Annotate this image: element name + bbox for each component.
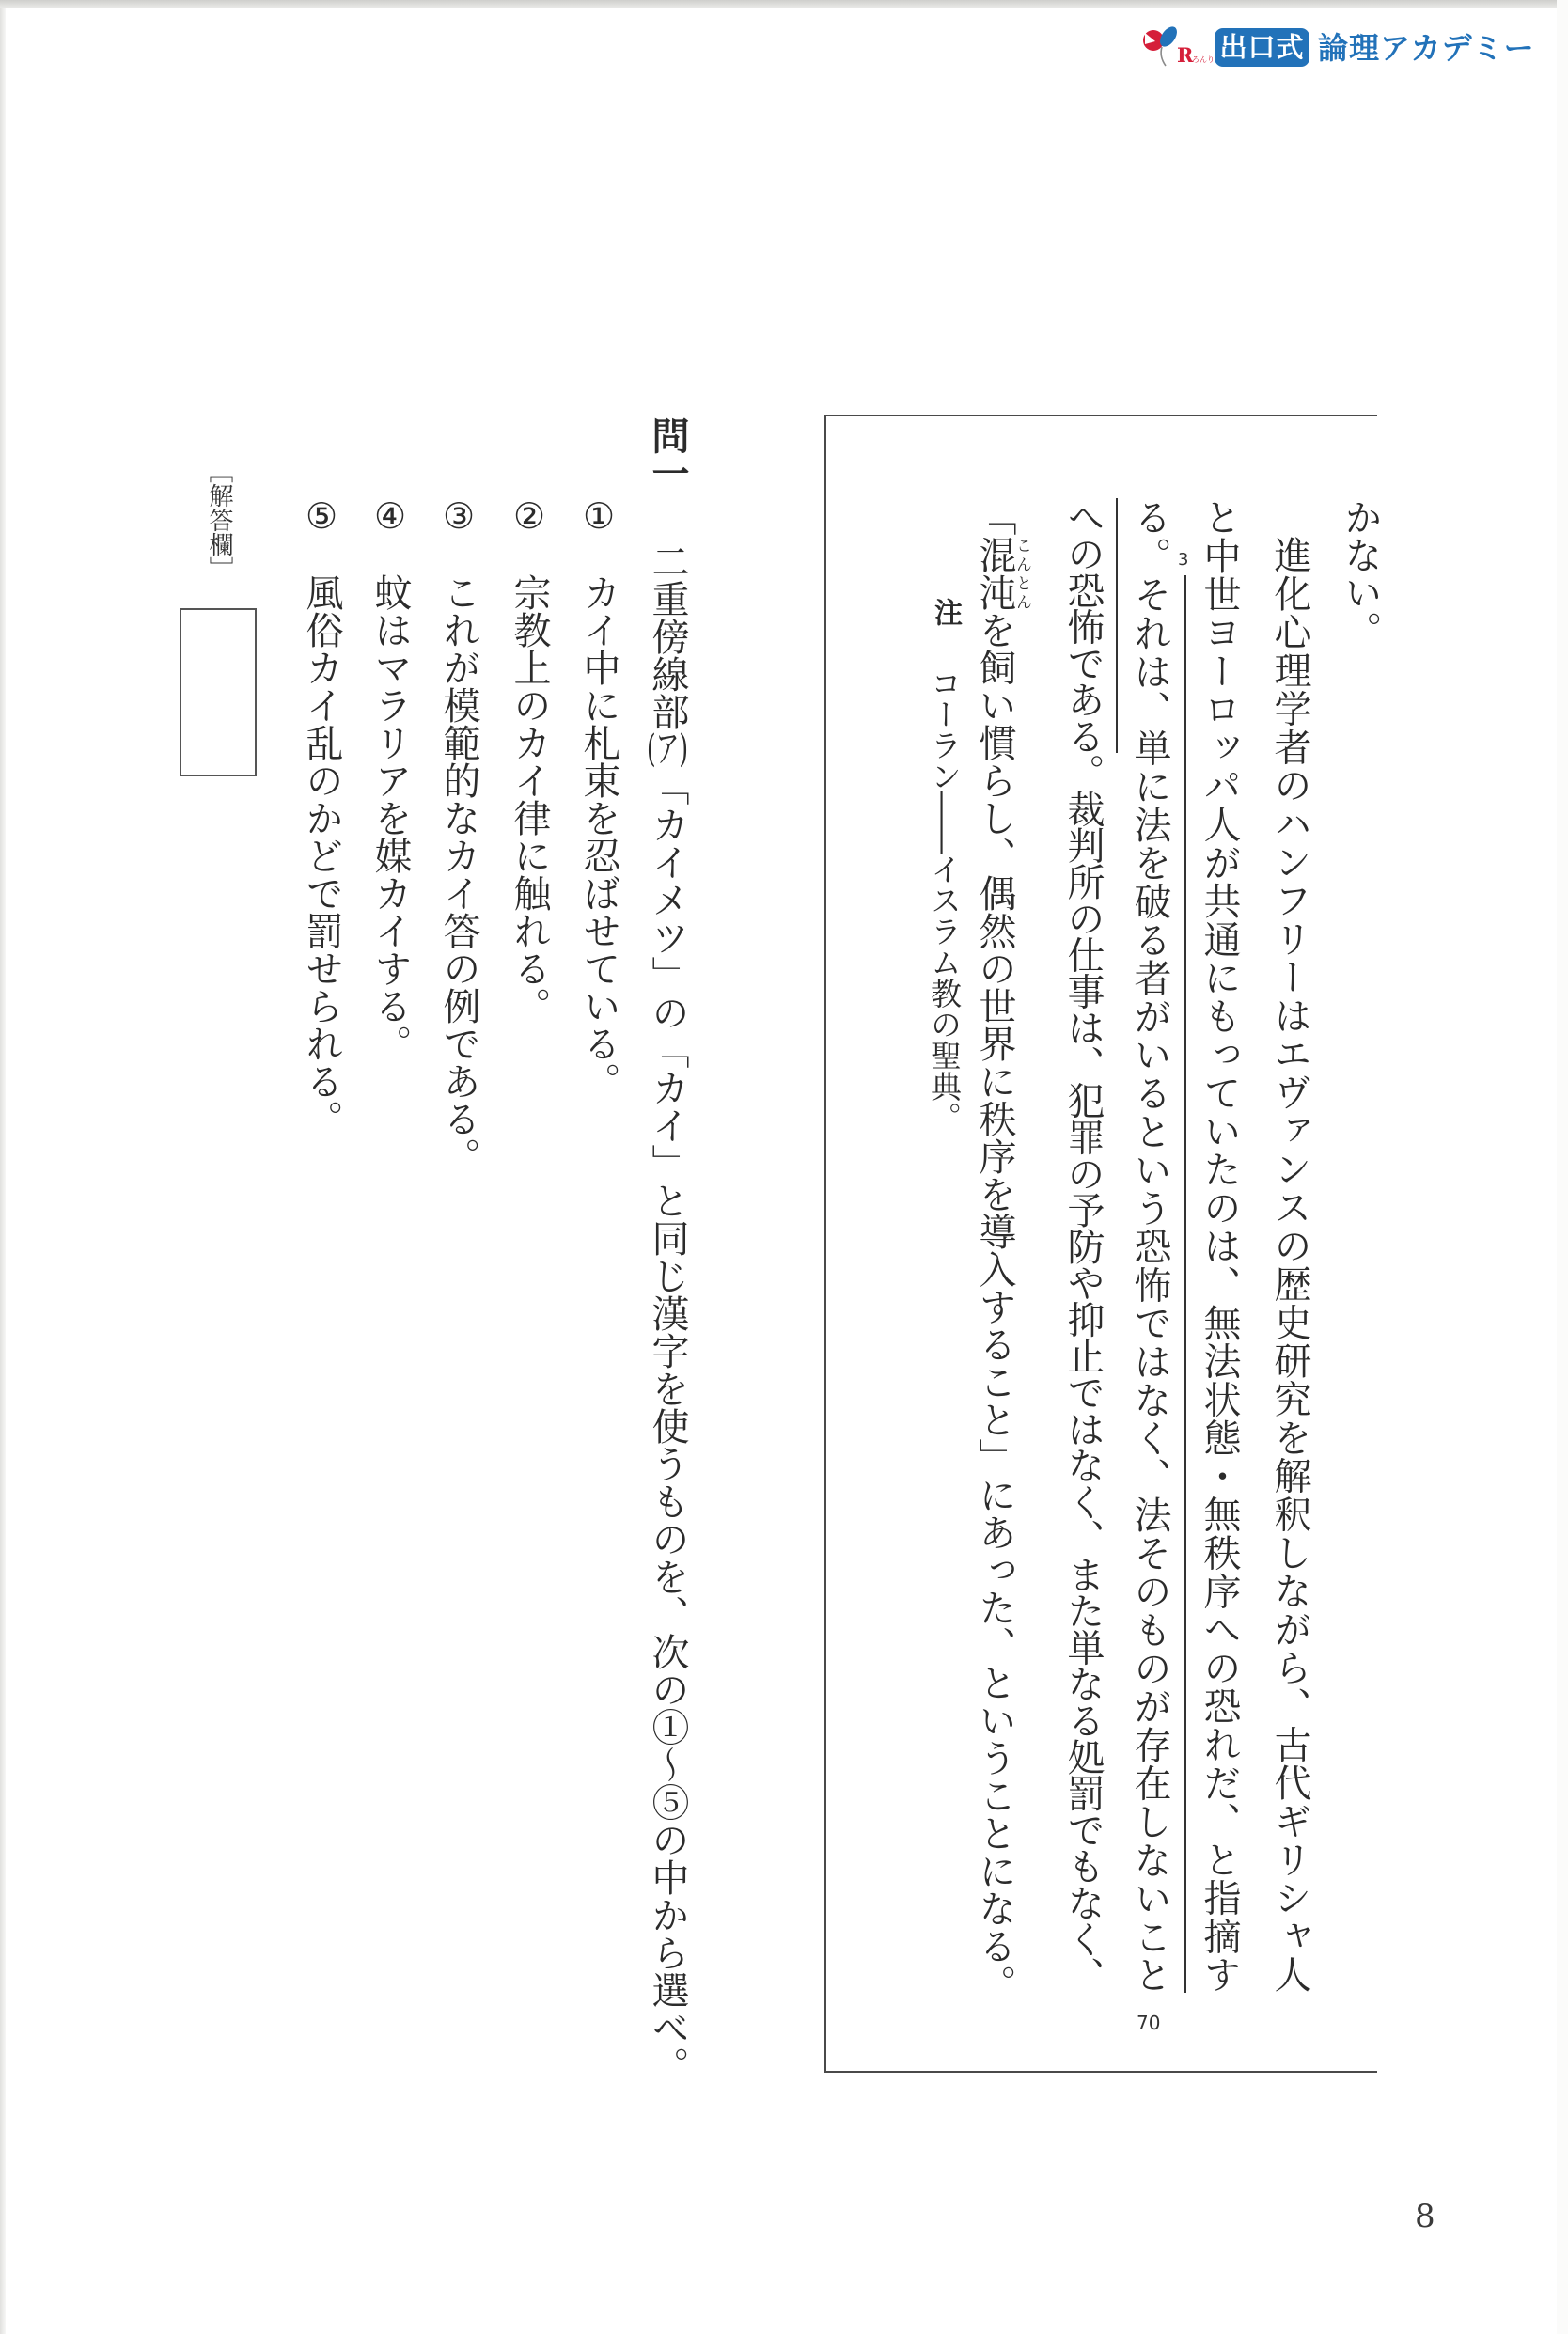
choice-number-3: ③ — [438, 495, 479, 537]
choice-number-4: ④ — [369, 495, 411, 537]
answer-box[interactable] — [180, 608, 257, 776]
sideline-3-text-cont: への恐怖である — [1061, 498, 1118, 753]
scan-edge-right — [1557, 0, 1568, 2334]
passage-text: を飼い慣らし、偶然の世界に秩序を導入すること」にあった、ということになる。 — [973, 611, 1016, 2002]
scan-edge-left — [0, 8, 6, 2334]
passage-line — [973, 498, 1031, 2002]
choice-text-2: 宗教上のカイ律に触れる。 — [508, 573, 551, 1025]
ruby-konton — [973, 536, 1031, 611]
ruby-base: 混沌 — [973, 536, 1016, 611]
passage-line — [1128, 498, 1171, 1994]
passage-line: 進化心理学者のハンフリーはエヴァンスの歴史研究を解釈しながら、古代ギリシャ人 — [1268, 536, 1311, 1993]
page-number: 8 — [1415, 2198, 1435, 2235]
question-text — [646, 542, 689, 2084]
choice-number-1: ① — [578, 495, 619, 537]
note-text: コーラン――イスラム教の聖典。 — [926, 667, 963, 1133]
brand-badge: 出口式 — [1215, 28, 1309, 67]
brand-logo — [1141, 24, 1536, 71]
passage-text: る。 — [1128, 498, 1171, 575]
choice-text-1: カイ中に札束を忍ばせている。 — [577, 573, 620, 1100]
brand-small-text: ろんり — [1192, 55, 1215, 64]
passage-line: と中世ヨーロッパ人が共通にもっていたのは、無法状態・無秩序への恐れだ、と指摘す — [1198, 498, 1241, 1993]
question-rest: 「カイメツ」の「カイ」と同じ漢字を使うものを、次の①〜⑤の中から選べ。 — [646, 768, 689, 2084]
question-marker: (ア) — [647, 730, 688, 768]
passage-line: かない。 — [1339, 498, 1382, 649]
note-label: 注 — [929, 598, 962, 626]
choice-text-4: 蚊はマラリアを媒カイする。 — [368, 573, 412, 1062]
sideline-number-label: 3 — [1178, 550, 1189, 570]
choice-text-5: 風俗カイ乱のかどで罰せられる。 — [300, 573, 343, 1137]
passage-text: 「 — [973, 498, 1016, 536]
ruby-reading: こんとん — [1012, 536, 1031, 611]
passage-text: 。裁判所の仕事は、犯罪の予防や抑止ではなく、また単なる処罰でもなく、 — [1061, 753, 1105, 1993]
question-heading: 問一 — [646, 416, 689, 492]
brand-letter: R — [1177, 43, 1194, 67]
line-number-label: 70 — [1137, 2012, 1161, 2034]
choice-text-3: これが模範的なカイ答の例である。 — [437, 573, 480, 1175]
brand-title: 論理アカデミー — [1318, 30, 1535, 66]
passage-line — [1061, 498, 1105, 1993]
answer-label: ［解答欄］ — [205, 459, 233, 581]
choice-number-2: ② — [509, 495, 550, 537]
sideline-3-text: それは、単に法を破る者がいるという恐怖ではなく、法そのものが存在しないこと — [1128, 575, 1186, 1993]
question-prefix: 二重傍線部 — [646, 542, 689, 730]
choice-number-5: ⑤ — [301, 495, 342, 537]
scan-edge-top — [0, 0, 1557, 8]
